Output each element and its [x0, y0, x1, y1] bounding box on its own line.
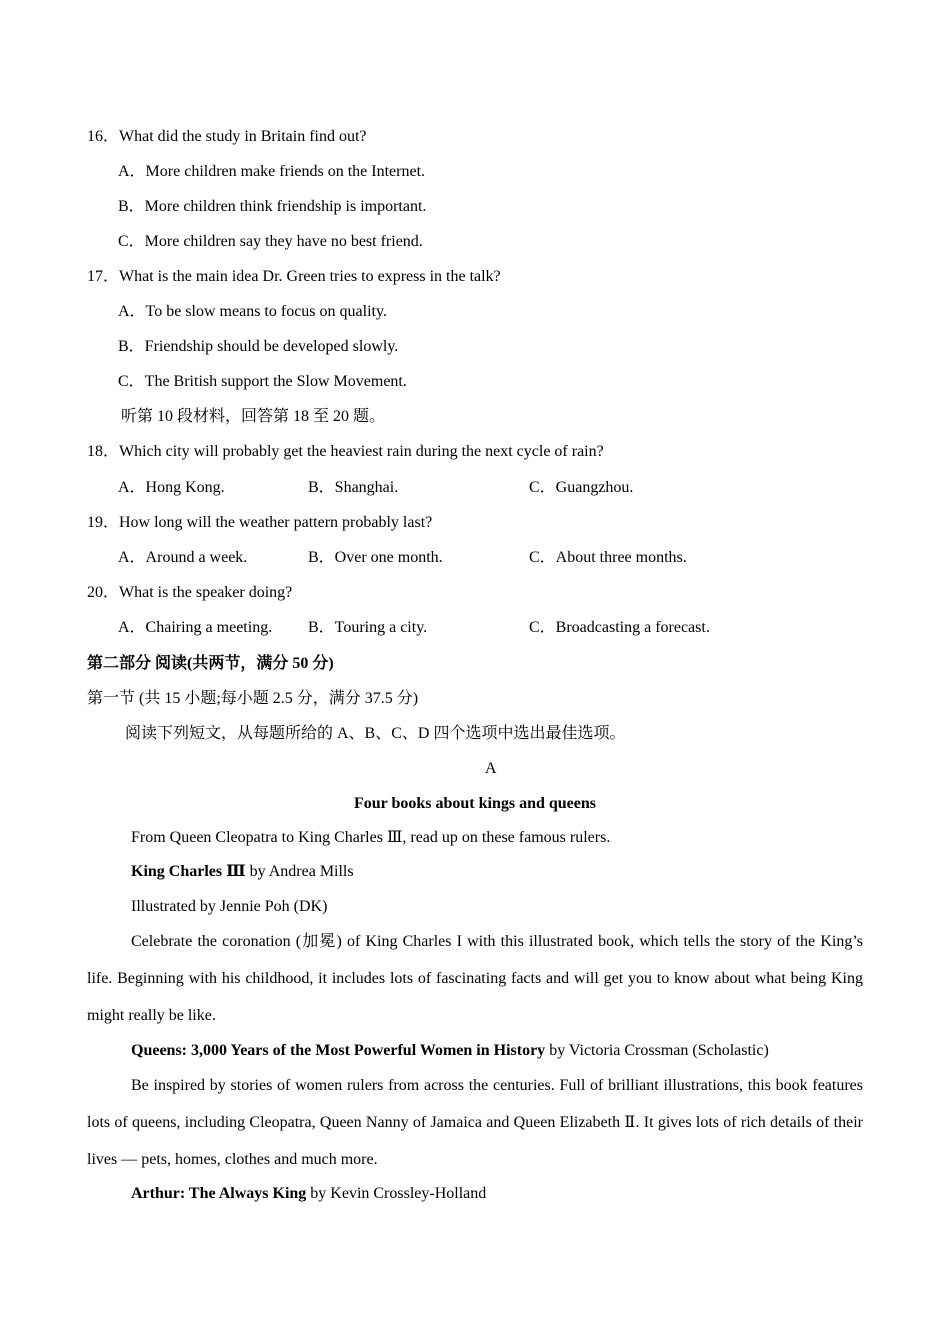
question-16-option-c: C．More children say they have no best friend. [118, 233, 423, 250]
question-19-option-c: C．About three months. [529, 549, 687, 566]
question-16-option-b: B．More children think friendship is important. [118, 198, 427, 215]
question-16-option-a: A．More children make friends on the Internet. [118, 163, 426, 180]
book-2-heading [131, 1041, 769, 1061]
passage-intro: From Queen Cleopatra to King Charles Ⅲ, read up on these famous rulers. [131, 829, 611, 846]
book-1-description: Celebrate the coronation (加冕) of King Charles I with this illustrated book, which tells the story of the King’s life. Beginning with his childhood, it includes lots of fascinating facts and will get you to know about what being King might really be like. [87, 933, 863, 1024]
question-17-option-b: B．Friendship should be developed slowly. [118, 338, 399, 355]
question-16-stem: 16．What did the study in Britain find out? [87, 128, 367, 145]
book-3-title: Arthur: The Always King [131, 1185, 307, 1202]
question-18-option-a: A．Hong Kong. [118, 479, 225, 496]
book-2-description: Be inspired by stories of women rulers from across the centuries. Full of brilliant illustrations, this book features lots of queens, including Cleopatra, Queen Nanny of Jamaica and Queen Elizabeth Ⅱ. It gives lots of rich details of their lives — pets, homes, clothes and much more. [87, 1077, 863, 1168]
question-20-option-b: B．Touring a city. [308, 619, 428, 636]
question-19-option-a: A．Around a week. [118, 549, 248, 566]
question-17-stem: 17．What is the main idea Dr. Green tries to express in the talk? [87, 268, 501, 285]
book-1-illustrator: Illustrated by Jennie Poh (DK) [131, 898, 328, 915]
book-1-title: King Charles Ⅲ [131, 863, 246, 880]
book-2-author: by Victoria Crossman (Scholastic) [545, 1042, 769, 1059]
book-1-author: by Andrea Mills [245, 863, 354, 880]
listening-instruction-10: 听第 10 段材料，回答第 18 至 20 题。 [121, 408, 386, 425]
question-19-stem: 19．How long will the weather pattern probably last? [87, 514, 433, 531]
question-17-option-a: A．To be slow means to focus on quality. [118, 303, 387, 320]
passage-letter: A [485, 760, 497, 777]
question-19-option-b: B．Over one month. [308, 549, 443, 566]
section-one-heading: 第一节 (共 15 小题;每小题 2.5 分，满分 37.5 分) [87, 690, 419, 707]
reading-instruction: 阅读下列短文，从每题所给的 A、B、C、D 四个选项中选出最佳选项。 [125, 725, 626, 742]
book-1-heading [131, 862, 354, 882]
part-two-heading: 第二部分 阅读(共两节，满分 50 分) [87, 655, 334, 672]
book-3-author: by Kevin Crossley-Holland [306, 1185, 487, 1202]
question-18-option-b: B．Shanghai. [308, 479, 399, 496]
book-2-title: Queens: 3,000 Years of the Most Powerful Women in History [131, 1042, 546, 1059]
passage-title: Four books about kings and queens [353, 795, 597, 812]
question-17-option-c: C．The British support the Slow Movement. [118, 373, 407, 390]
question-18-option-c: C．Guangzhou. [529, 479, 634, 496]
book-3-heading [131, 1184, 486, 1204]
question-18-stem: 18．Which city will probably get the heaviest rain during the next cycle of rain? [87, 443, 604, 460]
question-20-option-a: A．Chairing a meeting. [118, 619, 273, 636]
question-20-stem: 20．What is the speaker doing? [87, 584, 293, 601]
question-20-option-c: C．Broadcasting a forecast. [529, 619, 710, 636]
